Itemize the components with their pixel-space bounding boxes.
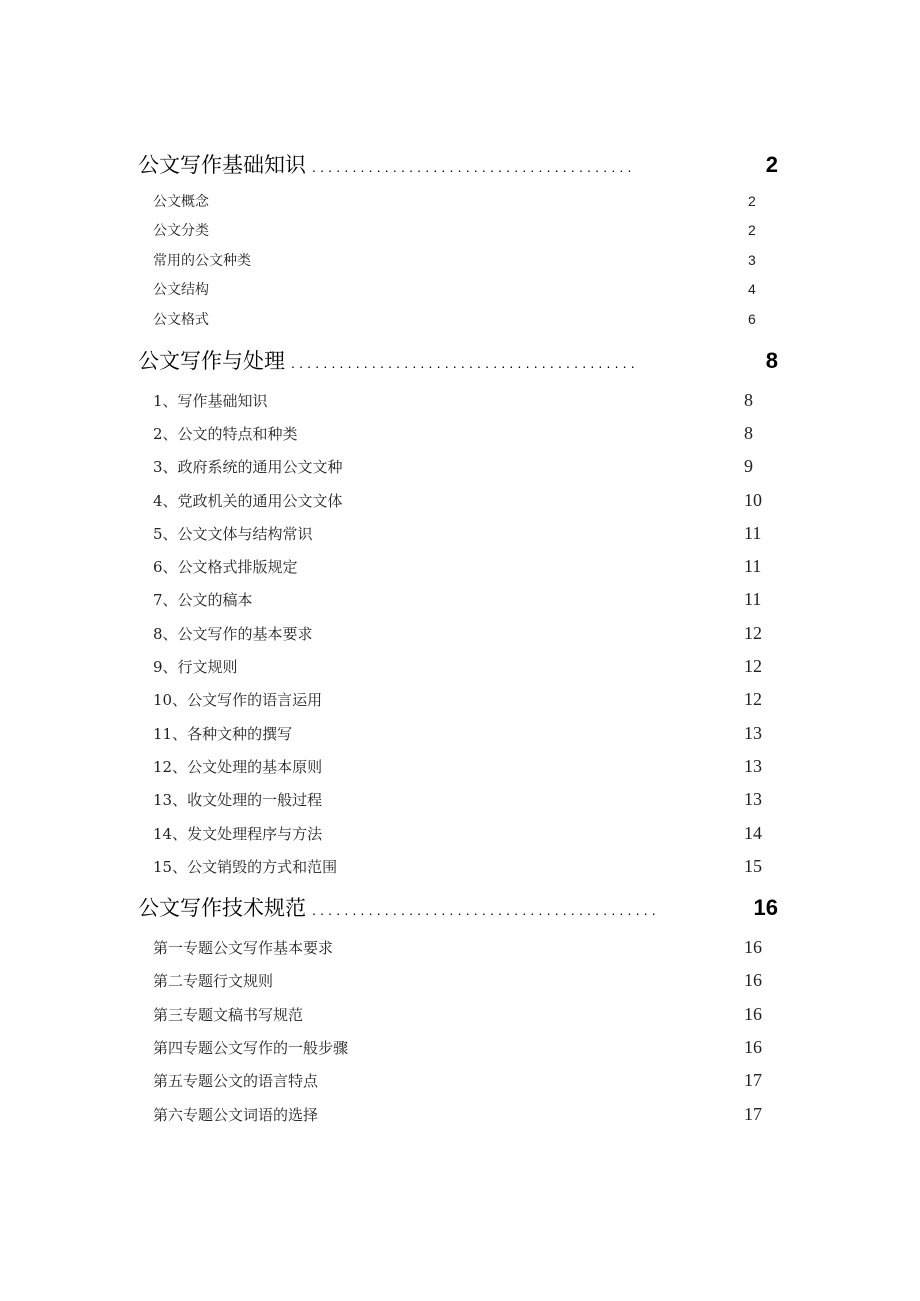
toc-entry-label: 公文概念 bbox=[153, 193, 209, 210]
toc-entry-page: 8 bbox=[744, 389, 753, 410]
toc-entry[interactable] bbox=[138, 1031, 778, 1064]
toc-entry-page: 13 bbox=[744, 755, 762, 776]
toc-entry[interactable] bbox=[138, 483, 778, 516]
toc-heading-title: 公文写作基础知识 bbox=[138, 154, 306, 177]
dot-leader: ........................................... bbox=[291, 354, 639, 371]
toc-entry-page: 16 bbox=[744, 1036, 762, 1057]
toc-entry-page: 12 bbox=[744, 622, 762, 643]
toc-entry-label: 2、公文的特点和种类 bbox=[153, 424, 298, 443]
toc-entry[interactable] bbox=[138, 550, 778, 583]
toc-section bbox=[138, 342, 778, 889]
toc-entry-label: 公文结构 bbox=[153, 282, 209, 299]
toc-heading-page: 8 bbox=[765, 347, 778, 373]
toc-entry-label: 公文格式 bbox=[153, 311, 209, 328]
toc-entry-page: 16 bbox=[744, 937, 762, 958]
toc-entry[interactable] bbox=[138, 304, 778, 334]
toc-entry[interactable] bbox=[138, 384, 778, 417]
toc-entry-page: 2 bbox=[748, 222, 756, 239]
toc-entry-page: 11 bbox=[744, 556, 762, 577]
toc-entry[interactable] bbox=[138, 931, 778, 964]
toc-entry-page: 10 bbox=[744, 489, 762, 510]
toc-entry-label: 9、行文规则 bbox=[153, 658, 238, 677]
toc-entry-page: 16 bbox=[744, 970, 762, 991]
toc-entry[interactable] bbox=[138, 716, 778, 749]
toc-entry-label: 14、发文处理程序与方法 bbox=[153, 824, 323, 843]
toc-entry[interactable] bbox=[138, 517, 778, 550]
toc-entry-page: 11 bbox=[744, 589, 762, 610]
toc-entry-label: 第三专题文稿书写规范 bbox=[153, 1005, 304, 1024]
toc-entry-page: 8 bbox=[744, 422, 753, 443]
toc-entry[interactable] bbox=[138, 816, 778, 849]
dot-leader: ........................................... bbox=[312, 901, 660, 918]
toc-entry[interactable] bbox=[138, 750, 778, 783]
toc-entry-label: 第六专题公文词语的选择 bbox=[153, 1105, 319, 1124]
toc-entry-page: 6 bbox=[748, 310, 756, 327]
toc-entry-label: 10、公文写作的语言运用 bbox=[153, 691, 323, 710]
toc-heading-row[interactable] bbox=[138, 889, 778, 927]
toc-entry-page: 17 bbox=[744, 1070, 762, 1091]
toc-entry-page: 14 bbox=[744, 822, 762, 843]
toc-heading-page: 16 bbox=[753, 894, 778, 920]
toc-entry[interactable] bbox=[138, 850, 778, 883]
toc-entry-page: 11 bbox=[744, 522, 762, 543]
toc-entry[interactable] bbox=[138, 245, 778, 275]
toc-heading-title: 公文写作技术规范 bbox=[138, 896, 306, 920]
toc-heading-page: 2 bbox=[765, 152, 778, 177]
toc-entry[interactable] bbox=[138, 650, 778, 683]
toc-entry[interactable] bbox=[138, 998, 778, 1031]
toc-entry-label: 8、公文写作的基本要求 bbox=[153, 624, 313, 643]
toc-entry-label: 常用的公文种类 bbox=[153, 252, 251, 269]
toc-entry[interactable] bbox=[138, 216, 778, 246]
toc-entry[interactable] bbox=[138, 964, 778, 997]
toc-entry-page: 16 bbox=[744, 1003, 762, 1024]
toc-entry-label: 第一专题公文写作基本要求 bbox=[153, 939, 334, 958]
toc-entry-label: 1、写作基础知识 bbox=[153, 391, 268, 410]
toc-entry[interactable] bbox=[138, 583, 778, 616]
toc-entry-page: 12 bbox=[744, 656, 762, 677]
toc-entry[interactable] bbox=[138, 683, 778, 716]
toc-entry-label: 4、党政机关的通用公文文体 bbox=[153, 491, 343, 510]
toc-heading-row[interactable] bbox=[138, 342, 778, 380]
toc-entry-label: 13、收文处理的一般过程 bbox=[153, 791, 323, 810]
toc-entry-page: 12 bbox=[744, 689, 762, 710]
toc-entry[interactable] bbox=[138, 1064, 778, 1097]
toc-entry-label: 6、公文格式排版规定 bbox=[153, 558, 298, 577]
toc-entry-page: 3 bbox=[748, 251, 756, 268]
toc-entry-page: 17 bbox=[744, 1103, 762, 1124]
toc-entry-page: 13 bbox=[744, 789, 762, 810]
toc-entry-label: 第二专题行文规则 bbox=[153, 972, 274, 991]
toc-entry-label: 15、公文销毁的方式和范围 bbox=[153, 857, 338, 876]
toc-heading-row[interactable] bbox=[138, 146, 778, 184]
toc-entry-label: 3、政府系统的通用公文文种 bbox=[153, 458, 343, 477]
toc-heading-title: 公文写作与处理 bbox=[138, 349, 285, 373]
toc-entry-page: 9 bbox=[744, 456, 753, 477]
toc-entry-label: 公文分类 bbox=[153, 223, 209, 240]
toc-entry[interactable] bbox=[138, 275, 778, 305]
toc-entry[interactable] bbox=[138, 186, 778, 216]
toc-entry[interactable] bbox=[138, 617, 778, 650]
toc-entry[interactable] bbox=[138, 1097, 778, 1130]
table-of-contents bbox=[138, 146, 778, 1131]
toc-entry-page: 2 bbox=[748, 192, 756, 209]
toc-entry-label: 11、各种文种的撰写 bbox=[153, 724, 293, 743]
toc-entry-label: 第五专题公文的语言特点 bbox=[153, 1072, 319, 1091]
dot-leader: ........................................ bbox=[312, 159, 636, 175]
toc-entry-label: 7、公文的稿本 bbox=[153, 591, 253, 610]
toc-entry-label: 5、公文文体与结构常识 bbox=[153, 524, 313, 543]
toc-entry-page: 13 bbox=[744, 722, 762, 743]
toc-entry[interactable] bbox=[138, 450, 778, 483]
toc-entry[interactable] bbox=[138, 783, 778, 816]
toc-entry-page: 15 bbox=[744, 855, 762, 876]
toc-entry[interactable] bbox=[138, 417, 778, 450]
toc-section bbox=[138, 146, 778, 342]
toc-entry-label: 第四专题公文写作的一般步骤 bbox=[153, 1038, 349, 1057]
toc-entry-page: 4 bbox=[748, 281, 756, 298]
toc-entry-label: 12、公文处理的基本原则 bbox=[153, 757, 323, 776]
toc-section bbox=[138, 889, 778, 1131]
